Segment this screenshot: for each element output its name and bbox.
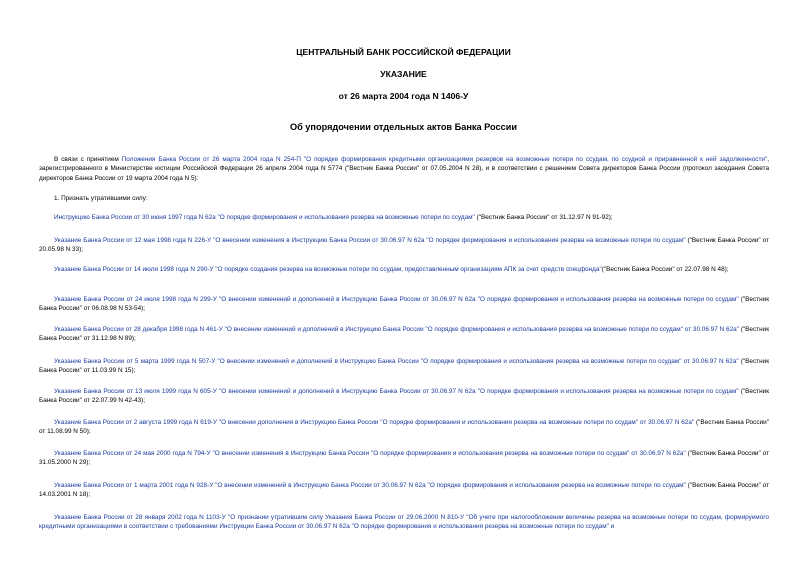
act-source: ("Вестник Банка России" от 06.08.98 N 53-54); [39, 296, 769, 313]
preamble-paragraph [39, 155, 769, 183]
document-type-heading: УКАЗАНИЕ [380, 69, 427, 79]
act-item [39, 265, 769, 274]
act-link[interactable]: Указание Банка России от 2 августа 1999 года N 619-У "О внесении дополнения в Инструкцию Банка России "О порядке формирования и использования резерва на возможные потери по ссудам" от 30.06.97 N 62а" [54, 419, 695, 426]
preamble-regulation-link[interactable]: Положения Банка России от 26 марта 2004 года N 254-П "О порядке формирования кредитными организациями резервов на возможные потери по ссудам, по ссудной и приравненной к ней задолженности" [121, 156, 768, 163]
act-item [39, 236, 769, 255]
act-item [39, 295, 769, 314]
act-item [39, 213, 769, 222]
act-link[interactable]: Указание Банка России от 28 января 2002 года N 1103-У "О признании утратившим силу Указания Банка России от 29.06.2000 N 810-У "Об учете при налогообложении величины резерва на возможные потери по ссудам, формируемого кредитными организациями в соответствии с требованиями Инструкции Банка России от 30.06.97 N 62а "О порядке формирования и использования резерва на возможные потери по ссудам" и [39, 514, 769, 531]
act-link[interactable]: Указание Банка России от 24 мая 2000 года N 794-У "О внесении изменения в Инструкцию Банка России "О порядке формирования и использования резерва на возможные потери по ссудам" от 30.06.97 N 62а" [54, 450, 686, 457]
act-link[interactable]: Указание Банка России от 14 июля 1998 года N 290-У "О порядке создания резерва на возможные потери по ссудам, предоставленным организациям АПК за счет средств спецфонда" [54, 266, 602, 273]
preamble-lead: В связи с принятием [54, 156, 122, 163]
act-item [39, 418, 769, 437]
act-link[interactable]: Указание Банка России от 28 декабря 1998 года N 461-У "О внесении изменений и дополнений в Инструкцию Банка России "О порядке формирования и использования резерва на возможные потери по ссудам" от 30.06.97 N 62а" [54, 326, 739, 333]
act-source: ("Вестник Банка России" от 31.05.2000 N 29); [39, 450, 769, 467]
act-source: ("Вестник Банка России" от 14.03.2001 N 18); [39, 482, 769, 499]
act-source: ("Вестник Банка России" от 20.05.98 N 33); [39, 237, 770, 254]
act-item [39, 325, 769, 344]
act-source: ("Вестник Банка России" от 22.07.98 N 48); [601, 266, 729, 273]
act-link[interactable]: Указание Банка России от 24 июля 1998 года N 299-У "О внесении изменений и дополнений в Инструкцию Банка России от 30.06.97 N 62а "О порядке формирования и использования резерва на возможные потери по ссудам" [54, 296, 739, 303]
preamble-tail: , зарегистрированного в Министерстве юстиции Российской Федерации 26 апреля 2004 года N 5774 ("Вестник Банка России" от 07.05.2004 N 28), и в соответствии с решением Совета директоров Банка России (протокол заседания Совета директоров Банка России от 19 марта 2004 года N 5): [39, 156, 769, 182]
act-link[interactable]: Указание Банка России от 13 июля 1999 года N 605-У "О внесении изменений и дополнений в Инструкцию Банка России от 30.06.97 N 62а "О порядке формирования и использования резерва на возможные потери по ссудам" [54, 388, 739, 395]
act-source: ("Вестник Банка России" от 11.08.99 N 50); [39, 419, 769, 436]
act-link[interactable]: Инструкцию Банка России от 30 июня 1997 года N 62а "О порядке формирования и использования резерва на возможные потери по ссудам" [54, 214, 475, 221]
act-item [39, 387, 769, 406]
act-source: ("Вестник Банка России" от 11.03.99 N 15); [39, 358, 769, 375]
document-date-number: от 26 марта 2004 года N 1406-У [338, 91, 469, 101]
document-title: Об упорядочении отдельных актов Банка России [289, 122, 518, 132]
act-source: ("Вестник Банка России" от 22.07.99 N 42-43); [39, 388, 769, 405]
act-item [39, 481, 769, 500]
act-item [39, 357, 769, 376]
organization-heading: ЦЕНТРАЛЬНЫЙ БАНК РОССИЙСКОЙ ФЕДЕРАЦИИ [296, 47, 511, 57]
act-link[interactable]: Указание Банка России от 12 мая 1998 года N 226-У "О внесении изменения в Инструкцию Банка России от 30.06.97 N 62а "О порядке формирования и использования резерва на возможные потери по ссудам" [54, 237, 686, 244]
act-item [39, 513, 769, 532]
act-item [39, 449, 769, 468]
act-source: ("Вестник Банка России" от 31.12.98 N 89); [39, 326, 769, 343]
act-source: ("Вестник Банка России" от 31.12.97 N 91-92); [474, 214, 613, 221]
act-link[interactable]: Указание Банка России от 1 марта 2001 года N 928-У "О внесении изменений в Инструкцию Банка России от 30.06.97 N 62а "О порядке формирования и использования резерва на возможные потери по ссудам" [54, 482, 686, 489]
act-link[interactable]: Указание Банка России от 5 марта 1999 года N 507-У "О внесении изменений и дополнений в Инструкцию Банка России "О порядке формирования и использования резерва на возможные потери по ссудам" от 30.06.97 N 62а" [54, 358, 739, 365]
section-1-heading: 1. Признать утратившими силу: [54, 195, 148, 202]
